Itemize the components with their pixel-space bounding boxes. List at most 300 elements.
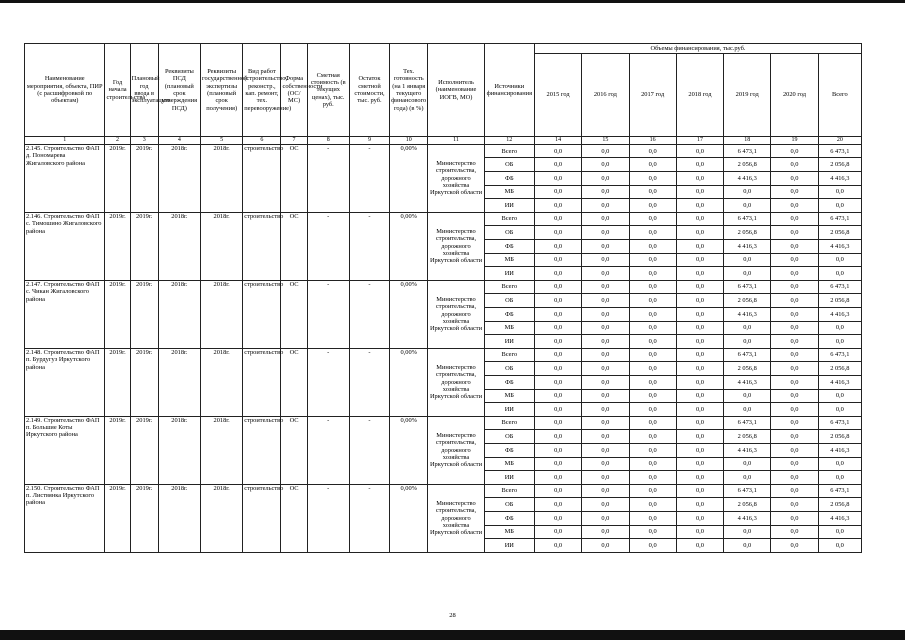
page-number: 28 [449, 612, 456, 619]
year-value: 0,0 [771, 280, 818, 294]
year-value: 0,0 [629, 212, 676, 226]
year-value: 0,0 [676, 226, 723, 240]
year-value: 0,0 [676, 484, 723, 498]
year-value: 0,0 [582, 185, 629, 199]
funding-source: ФБ [484, 240, 534, 254]
funding-source: МБ [484, 525, 534, 539]
year-value: 0,0 [676, 280, 723, 294]
year-value: 0,0 [676, 403, 723, 417]
start-year: 2019г. [105, 484, 130, 552]
table-row [25, 348, 862, 362]
total-value: 0,0 [818, 321, 861, 335]
funding-source: МБ [484, 457, 534, 471]
total-value: 0,0 [818, 525, 861, 539]
year-value: 0,0 [534, 199, 581, 213]
year-value: 4 416,3 [724, 172, 771, 186]
funding-source: МБ [484, 185, 534, 199]
total-value: 2 056,8 [818, 362, 861, 376]
year-value: 0,0 [676, 158, 723, 172]
year-value: 0,0 [582, 443, 629, 457]
year-value: 0,0 [676, 335, 723, 349]
funding-source: МБ [484, 389, 534, 403]
expertise-date: 2018г. [201, 416, 243, 484]
year-value: 0,0 [582, 389, 629, 403]
year-value: 0,0 [534, 172, 581, 186]
funding-source: ОБ [484, 294, 534, 308]
year-value: 0,0 [534, 185, 581, 199]
year-value: 0,0 [676, 525, 723, 539]
column-number: 10 [390, 137, 428, 145]
total-value: 6 473,1 [818, 348, 861, 362]
work-type: строительство [243, 280, 281, 348]
cost-remainder: - [349, 144, 389, 212]
year-value: 0,0 [771, 308, 818, 322]
expertise-date: 2018г. [201, 212, 243, 280]
year-value: 0,0 [582, 158, 629, 172]
header-remainder: Остаток сметной стоимости, тыс. руб. [349, 44, 389, 137]
cost-remainder: - [349, 416, 389, 484]
total-value: 4 416,3 [818, 375, 861, 389]
header-year: 2020 год [771, 54, 818, 137]
year-value: 0,0 [771, 443, 818, 457]
year-value: 0,0 [629, 280, 676, 294]
year-value: 0,0 [629, 471, 676, 485]
year-value: 0,0 [582, 471, 629, 485]
year-value: 0,0 [771, 539, 818, 553]
financing-table [24, 43, 862, 553]
year-value: 2 056,8 [724, 158, 771, 172]
year-value: 0,0 [629, 416, 676, 430]
header-ownership: Форма собственности (ОС/МС) [281, 44, 307, 137]
year-value: 2 056,8 [724, 226, 771, 240]
year-value: 0,0 [676, 389, 723, 403]
year-value: 0,0 [629, 443, 676, 457]
year-value: 0,0 [534, 362, 581, 376]
funding-source: Всего [484, 416, 534, 430]
year-value: 0,0 [676, 240, 723, 254]
column-number: 12 [484, 137, 534, 145]
header-year: 2016 год [582, 54, 629, 137]
year-value: 0,0 [771, 403, 818, 417]
total-value: 4 416,3 [818, 443, 861, 457]
column-number: 8 [307, 137, 349, 145]
year-value: 0,0 [629, 457, 676, 471]
year-value: 0,0 [534, 335, 581, 349]
year-value: 0,0 [582, 280, 629, 294]
year-value: 0,0 [534, 294, 581, 308]
funding-source: ОБ [484, 158, 534, 172]
total-value: 2 056,8 [818, 158, 861, 172]
psd-date: 2018г. [158, 280, 200, 348]
psd-date: 2018г. [158, 212, 200, 280]
column-number: 3 [130, 137, 158, 145]
column-number: 20 [818, 137, 861, 145]
header-year: 2018 год [676, 54, 723, 137]
funding-source: МБ [484, 253, 534, 267]
year-value: 0,0 [676, 471, 723, 485]
estimated-cost: - [307, 484, 349, 552]
cost-remainder: - [349, 280, 389, 348]
readiness: 0,00% [390, 348, 428, 416]
object-name: 2.148. Строительство ФАП п. Бурдугуз Иркутского района [25, 348, 105, 416]
year-value: 0,0 [534, 443, 581, 457]
year-value: 0,0 [582, 226, 629, 240]
year-value: 0,0 [771, 498, 818, 512]
year-value: 0,0 [534, 511, 581, 525]
total-value: 4 416,3 [818, 308, 861, 322]
year-value: 0,0 [629, 525, 676, 539]
year-value: 0,0 [629, 335, 676, 349]
year-value: 0,0 [534, 267, 581, 281]
funding-source: ИИ [484, 471, 534, 485]
year-value: 6 473,1 [724, 416, 771, 430]
object-name: 2.150. Строительство ФАП п. Листвянка Иркутского района [25, 484, 105, 552]
year-value: 0,0 [771, 335, 818, 349]
year-value: 0,0 [629, 253, 676, 267]
year-value: 0,0 [534, 416, 581, 430]
year-value: 0,0 [771, 172, 818, 186]
commission-year: 2019г. [130, 280, 158, 348]
year-value: 0,0 [534, 375, 581, 389]
year-value: 0,0 [534, 158, 581, 172]
funding-source: ОБ [484, 498, 534, 512]
year-value: 0,0 [629, 308, 676, 322]
year-value: 6 473,1 [724, 348, 771, 362]
year-value: 0,0 [629, 348, 676, 362]
year-value: 0,0 [771, 362, 818, 376]
table-row [25, 416, 862, 430]
year-value: 0,0 [771, 484, 818, 498]
column-number: 9 [349, 137, 389, 145]
total-value: 0,0 [818, 335, 861, 349]
year-value: 4 416,3 [724, 511, 771, 525]
year-value: 0,0 [582, 511, 629, 525]
table-row [25, 280, 862, 294]
year-value: 0,0 [771, 525, 818, 539]
column-number: 4 [158, 137, 200, 145]
year-value: 0,0 [582, 430, 629, 444]
estimated-cost: - [307, 144, 349, 212]
funding-source: ФБ [484, 511, 534, 525]
year-value: 0,0 [534, 226, 581, 240]
year-value: 0,0 [582, 172, 629, 186]
year-value: 0,0 [771, 348, 818, 362]
year-value: 2 056,8 [724, 430, 771, 444]
year-value: 0,0 [629, 185, 676, 199]
readiness: 0,00% [390, 280, 428, 348]
scan-top-edge [0, 0, 905, 3]
year-value: 0,0 [771, 267, 818, 281]
total-value: 0,0 [818, 403, 861, 417]
object-name: 2.147. Строительство ФАП с. Чикан Жигаловского района [25, 280, 105, 348]
funding-source: ФБ [484, 375, 534, 389]
header-readiness: Тех. готовность (на 1 января текущего финансового года) (в %) [390, 44, 428, 137]
year-value: 0,0 [534, 240, 581, 254]
year-value: 0,0 [582, 199, 629, 213]
table-body [25, 144, 862, 552]
year-value: 4 416,3 [724, 308, 771, 322]
funding-source: ИИ [484, 539, 534, 553]
year-value: 0,0 [629, 430, 676, 444]
executor: Министерство строительства, дорожного хозяйства Иркутской области [428, 484, 484, 552]
funding-source: Всего [484, 348, 534, 362]
year-value: 0,0 [724, 267, 771, 281]
funding-source: Всего [484, 280, 534, 294]
readiness: 0,00% [390, 484, 428, 552]
year-value: 0,0 [582, 403, 629, 417]
year-value: 6 473,1 [724, 484, 771, 498]
total-value: 6 473,1 [818, 484, 861, 498]
year-value: 0,0 [629, 375, 676, 389]
total-value: 0,0 [818, 185, 861, 199]
year-value: 0,0 [676, 539, 723, 553]
expertise-date: 2018г. [201, 348, 243, 416]
year-value: 0,0 [629, 267, 676, 281]
year-value: 0,0 [582, 416, 629, 430]
start-year: 2019г. [105, 416, 130, 484]
year-value: 0,0 [771, 457, 818, 471]
work-type: строительство [243, 212, 281, 280]
total-value: 2 056,8 [818, 430, 861, 444]
year-value: 0,0 [582, 335, 629, 349]
year-value: 0,0 [724, 185, 771, 199]
commission-year: 2019г. [130, 348, 158, 416]
total-value: 2 056,8 [818, 226, 861, 240]
table-header [25, 44, 862, 145]
year-value: 2 056,8 [724, 294, 771, 308]
estimated-cost: - [307, 280, 349, 348]
estimated-cost: - [307, 212, 349, 280]
executor: Министерство строительства, дорожного хозяйства Иркутской области [428, 212, 484, 280]
table-row [25, 212, 862, 226]
start-year: 2019г. [105, 348, 130, 416]
year-value: 0,0 [534, 498, 581, 512]
readiness: 0,00% [390, 144, 428, 212]
funding-source: ОБ [484, 430, 534, 444]
year-value: 0,0 [676, 511, 723, 525]
year-value: 0,0 [724, 335, 771, 349]
column-number: 6 [243, 137, 281, 145]
header-name: Наименование мероприятия, объекта, ПИР (с расшифровкой по объектам) [25, 44, 105, 137]
work-type: строительство [243, 416, 281, 484]
psd-date: 2018г. [158, 348, 200, 416]
year-value: 0,0 [676, 253, 723, 267]
funding-source: Всего [484, 144, 534, 158]
year-value: 0,0 [534, 253, 581, 267]
year-value: 0,0 [534, 144, 581, 158]
start-year: 2019г. [105, 144, 130, 212]
readiness: 0,00% [390, 212, 428, 280]
year-value: 0,0 [771, 185, 818, 199]
total-value: 0,0 [818, 253, 861, 267]
year-value: 0,0 [676, 443, 723, 457]
column-number: 18 [724, 137, 771, 145]
year-value: 0,0 [534, 525, 581, 539]
total-value: 0,0 [818, 457, 861, 471]
year-value: 0,0 [676, 457, 723, 471]
funding-source: ИИ [484, 267, 534, 281]
work-type: строительство [243, 484, 281, 552]
year-value: 0,0 [582, 294, 629, 308]
total-value: 2 056,8 [818, 294, 861, 308]
year-value: 0,0 [534, 348, 581, 362]
year-value: 0,0 [582, 362, 629, 376]
year-value: 0,0 [534, 321, 581, 335]
funding-source: ОБ [484, 362, 534, 376]
total-value: 6 473,1 [818, 144, 861, 158]
year-value: 0,0 [629, 199, 676, 213]
funding-source: ФБ [484, 308, 534, 322]
column-number: 2 [105, 137, 130, 145]
year-value: 0,0 [629, 511, 676, 525]
ownership: ОС [281, 348, 307, 416]
column-number: 19 [771, 137, 818, 145]
year-value: 0,0 [676, 144, 723, 158]
year-value: 0,0 [724, 253, 771, 267]
ownership: ОС [281, 280, 307, 348]
year-value: 0,0 [676, 172, 723, 186]
year-value: 0,0 [582, 375, 629, 389]
object-name: 2.149. Строительство ФАП п. Большие Коты Иркутского района [25, 416, 105, 484]
year-value: 0,0 [676, 267, 723, 281]
total-value: 0,0 [818, 267, 861, 281]
year-value: 4 416,3 [724, 443, 771, 457]
readiness: 0,00% [390, 416, 428, 484]
column-number: 11 [428, 137, 484, 145]
column-number: 1 [25, 137, 105, 145]
funding-source: ИИ [484, 335, 534, 349]
year-value: 0,0 [724, 199, 771, 213]
year-value: 0,0 [582, 539, 629, 553]
commission-year: 2019г. [130, 212, 158, 280]
year-value: 0,0 [676, 348, 723, 362]
year-value: 0,0 [582, 321, 629, 335]
year-value: 4 416,3 [724, 240, 771, 254]
year-value: 0,0 [582, 212, 629, 226]
column-number-row [25, 137, 862, 145]
year-value: 0,0 [629, 294, 676, 308]
header-expertise: Реквизиты государственной экспертизы (плановый срок получения) [201, 44, 243, 137]
header-year: 2019 год [724, 54, 771, 137]
year-value: 0,0 [534, 471, 581, 485]
year-value: 0,0 [629, 226, 676, 240]
year-value: 0,0 [629, 172, 676, 186]
column-number: 16 [629, 137, 676, 145]
year-value: 0,0 [771, 158, 818, 172]
year-value: 6 473,1 [724, 144, 771, 158]
ownership: ОС [281, 144, 307, 212]
table-row [25, 484, 862, 498]
year-value: 0,0 [582, 240, 629, 254]
funding-source: Всего [484, 484, 534, 498]
total-value: 4 416,3 [818, 240, 861, 254]
year-value: 0,0 [771, 240, 818, 254]
year-value: 0,0 [676, 185, 723, 199]
year-value: 0,0 [676, 294, 723, 308]
year-value: 0,0 [676, 498, 723, 512]
cost-remainder: - [349, 348, 389, 416]
header-estimated-cost: Сметная стоимость (в текущих ценах), тыс. руб. [307, 44, 349, 137]
executor: Министерство строительства, дорожного хозяйства Иркутской области [428, 348, 484, 416]
header-sources: Источники финансирования [484, 44, 534, 137]
psd-date: 2018г. [158, 144, 200, 212]
year-value: 0,0 [629, 158, 676, 172]
object-name: 2.145. Строительство ФАП д. Пономарева Жигаловского района [25, 144, 105, 212]
year-value: 4 416,3 [724, 375, 771, 389]
year-value: 0,0 [582, 267, 629, 281]
header-executor: Исполнитель (наименование ИОГВ, МО) [428, 44, 484, 137]
header-total: Всего [818, 54, 861, 137]
total-value: 0,0 [818, 539, 861, 553]
total-value: 6 473,1 [818, 280, 861, 294]
year-value: 0,0 [676, 375, 723, 389]
header-start-year: Год начала строительства [105, 44, 130, 137]
table-row [25, 144, 862, 158]
year-value: 0,0 [534, 539, 581, 553]
funding-source: ОБ [484, 226, 534, 240]
year-value: 0,0 [676, 430, 723, 444]
column-number: 5 [201, 137, 243, 145]
ownership: ОС [281, 416, 307, 484]
year-value: 0,0 [676, 362, 723, 376]
ownership: ОС [281, 212, 307, 280]
estimated-cost: - [307, 416, 349, 484]
header-funding-group: Объемы финансирования, тыс.руб. [534, 44, 861, 54]
year-value: 0,0 [629, 144, 676, 158]
year-value: 0,0 [629, 484, 676, 498]
executor: Министерство строительства, дорожного хозяйства Иркутской области [428, 416, 484, 484]
header-year: 2015 год [534, 54, 581, 137]
ownership: ОС [281, 484, 307, 552]
cost-remainder: - [349, 212, 389, 280]
expertise-date: 2018г. [201, 144, 243, 212]
psd-date: 2018г. [158, 484, 200, 552]
year-value: 0,0 [582, 348, 629, 362]
expertise-date: 2018г. [201, 280, 243, 348]
funding-source: Всего [484, 212, 534, 226]
year-value: 0,0 [771, 389, 818, 403]
expertise-date: 2018г. [201, 484, 243, 552]
column-number: 14 [534, 137, 581, 145]
year-value: 0,0 [629, 498, 676, 512]
header-psd: Реквизиты ПСД (плановый срок утверждения ПСД) [158, 44, 200, 137]
year-value: 0,0 [676, 321, 723, 335]
total-value: 0,0 [818, 471, 861, 485]
year-value: 2 056,8 [724, 362, 771, 376]
estimated-cost: - [307, 348, 349, 416]
total-value: 6 473,1 [818, 212, 861, 226]
year-value: 0,0 [771, 294, 818, 308]
total-value: 4 416,3 [818, 172, 861, 186]
psd-date: 2018г. [158, 416, 200, 484]
year-value: 0,0 [771, 511, 818, 525]
start-year: 2019г. [105, 212, 130, 280]
header-year: 2017 год [629, 54, 676, 137]
year-value: 0,0 [724, 525, 771, 539]
funding-source: ФБ [484, 443, 534, 457]
year-value: 0,0 [629, 362, 676, 376]
year-value: 0,0 [771, 471, 818, 485]
year-value: 0,0 [629, 403, 676, 417]
column-number: 15 [582, 137, 629, 145]
start-year: 2019г. [105, 280, 130, 348]
year-value: 0,0 [771, 321, 818, 335]
commission-year: 2019г. [130, 144, 158, 212]
commission-year: 2019г. [130, 484, 158, 552]
year-value: 0,0 [724, 457, 771, 471]
year-value: 0,0 [582, 498, 629, 512]
year-value: 0,0 [534, 430, 581, 444]
